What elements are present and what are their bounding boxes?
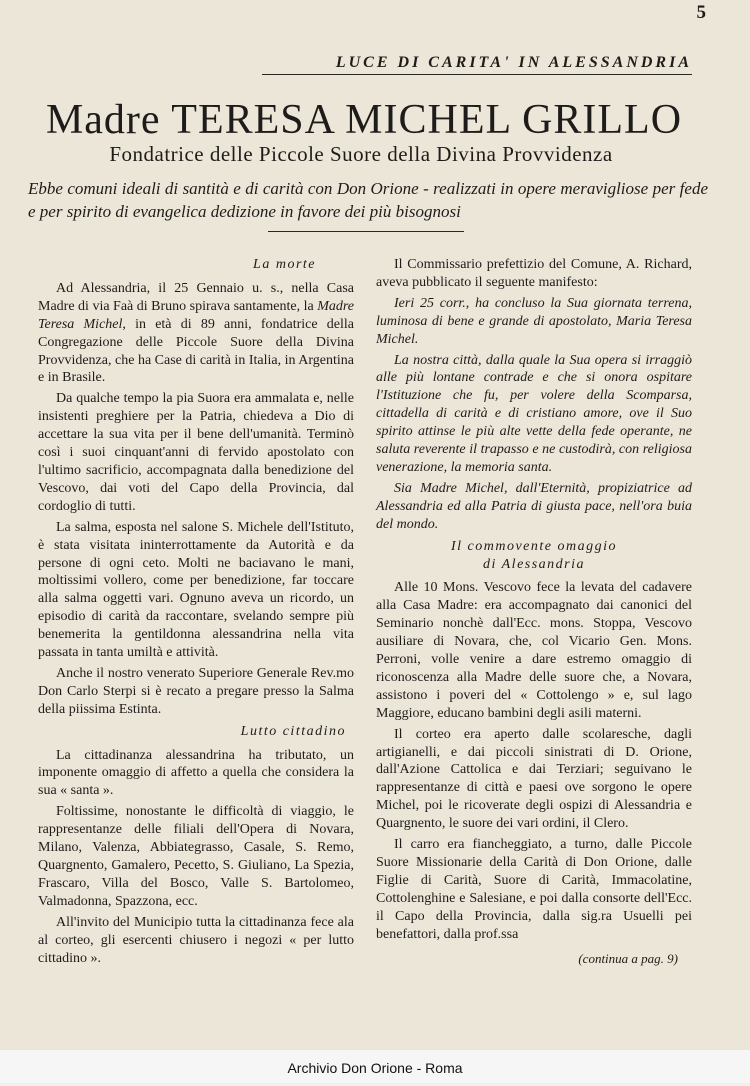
- paragraph: Da qualche tempo la pia Suora era ammalata e, nelle insistenti preghiere per la Patria, chiedeva a Dio di accettare la sua vita per il bene dell'umanità. Terminò così i suoi cinquant'anni di fervido apostolato con l'ultimo sacrificio, accompagnata dalla benedizione del Vescovo, dai voti del Capo della Provincia, dal cordoglio di tutti.: [38, 391, 354, 514]
- manifesto-paragraph: Ieri 25 corr., ha concluso la Sua giornata terrena, luminosa di bene e grande di apostolato, Maria Teresa Michel.: [376, 295, 692, 347]
- divider: [268, 231, 464, 232]
- article-lead: Ebbe comuni ideali di santità e di carità con Don Orione - realizzati in opere meravigliose per fede e per spirito di evangelica dedizione in favore dei più bisognosi: [28, 179, 708, 221]
- section-heading-lutto-cittadino: Lutto cittadino: [240, 723, 346, 739]
- article-title: Madre TERESA MICHEL GRILLO: [45, 97, 683, 143]
- paragraph: La cittadinanza alessandrina ha tributato, un imponente omaggio di affetto a quella che considera la sua « santa ».: [38, 747, 354, 799]
- running-head: LUCE DI CARITA' IN ALESSANDRIA: [262, 54, 692, 75]
- continued-note: (continua a pag. 9): [578, 950, 678, 966]
- paragraph: Il carro era fiancheggiato, a turno, dalle Piccole Suore Missionarie della Carità di Don Orione, dalle Figlie di Carità, Suore di Carità, Immacolatine, Cottolenghine e Salesiane, e poi dalla consorte dell'Ecc. il Capo della Provincia, dalla sig.ra Usuelli pei benefattori, dalla prof.ssa: [376, 837, 692, 942]
- paragraph: Anche il nostro venerato Superiore Generale Rev.mo Don Carlo Sterpi si è recato a pregare presso la Salma della piissima Estinta.: [38, 665, 354, 717]
- page-number: 5: [696, 2, 706, 23]
- left-column: [38, 256, 354, 967]
- paragraph: Il Commissario prefettizio del Comune, A. Richard, aveva pubblicato il seguente manifesto:: [376, 257, 692, 290]
- manifesto-paragraph: Sia Madre Michel, dall'Eternità, propiziatrice ad Alessandria ed alla Patria di giusta pace, nell'ora buia del mondo.: [376, 480, 692, 532]
- right-column: [376, 256, 692, 967]
- section-heading-omaggio-line2: di Alessandria: [482, 556, 586, 572]
- paragraph: Foltissime, nonostante le difficoltà di viaggio, le rappresentanze delle filiali dell'Opera di Novara, Milano, Valenza, Abbiategrasso, Casale, S. Remo, Quargnento, Gamalero, Pecetto, S. Giuliano, La Spezia, Frascaro, Villa del Bosco, Valle S. Bartolomeo, Valmadonna, Spazzona, ecc.: [38, 804, 354, 909]
- paragraph: La salma, esposta nel salone S. Michele dell'Istituto, è stata visitata ininterrottamente da Autorità e da persone di ogni ceto. Molti ne baciavano le mani, moltissimi vollero, come per benedizione, far toccare alla salma oggetti vari. Ognuno aveva un ricordo, un episodio di carità da raccontare, svelando sempre più benemerita la gentildonna alessandrina nella vita passata in tanta umiltà e attività.: [38, 519, 354, 661]
- section-heading-la-morte: La morte: [253, 257, 316, 272]
- article-subtitle: Fondatrice delle Piccole Suore della Divina Provvidenza: [109, 142, 613, 166]
- paragraph: Alle 10 Mons. Vescovo fece la levata del cadavere alla Casa Madre: era accompagnato dai canonici del Seminario nonchè dall'Ecc. mons. Stoppa, Vescovo ausiliare di Novara, che, col Vicario Gen. Mons. Perroni, volle venire a dare estremo omaggio di riconoscenza alla Madre delle suore che, a Novara, assistono i poveri del « Cottolengo » e, sul lago Maggiore, educano bambini degli asili materni.: [376, 580, 692, 721]
- manifesto-paragraph: La nostra città, dalla quale la Sua opera si irraggiò alle più lontane contrade e che si onora ospitare l'Istituzione che fu, per volere della Scomparsa, cittadella di carità e di cristiano amore, ove il Suo spirito attinse le più alte vette della fede operante, ne saluta reverente il trapasso e ne custodirà, con religiosa venerazione, la memoria santa.: [376, 352, 692, 475]
- section-heading-omaggio: Il commovente omaggio: [450, 538, 618, 554]
- archive-footer: Archivio Don Orione - Roma: [0, 1050, 750, 1083]
- paragraph: Il corteo era aperto dalle scolaresche, dagli artigianelli, e dai piccoli sinistrati di D. Orione, dall'Azione Cattolica e dai Terziari; seguivano le rappresentanze di città e paesi ove sorgono le opere Michel, poi le ricoverate degli ospizi di Alessandria e Quargnento, le suore dei vari ordini, il Clero.: [376, 726, 692, 832]
- paragraph: Ad Alessandria, il 25 Gennaio u. s., nella Casa Madre di via Faà di Bruno spirava santamente, la Madre Teresa Michel, in età di 89 anni, fondatrice della Congregazione delle Piccole Suore della Divina Provvidenza, che ha Case di carità in Italia, in Argentina e in Brasile.: [38, 280, 354, 386]
- paragraph: All'invito del Municipio tutta la cittadinanza fece ala al corteo, gli esercenti chiusero i negozi « per lutto cittadino ».: [38, 914, 354, 966]
